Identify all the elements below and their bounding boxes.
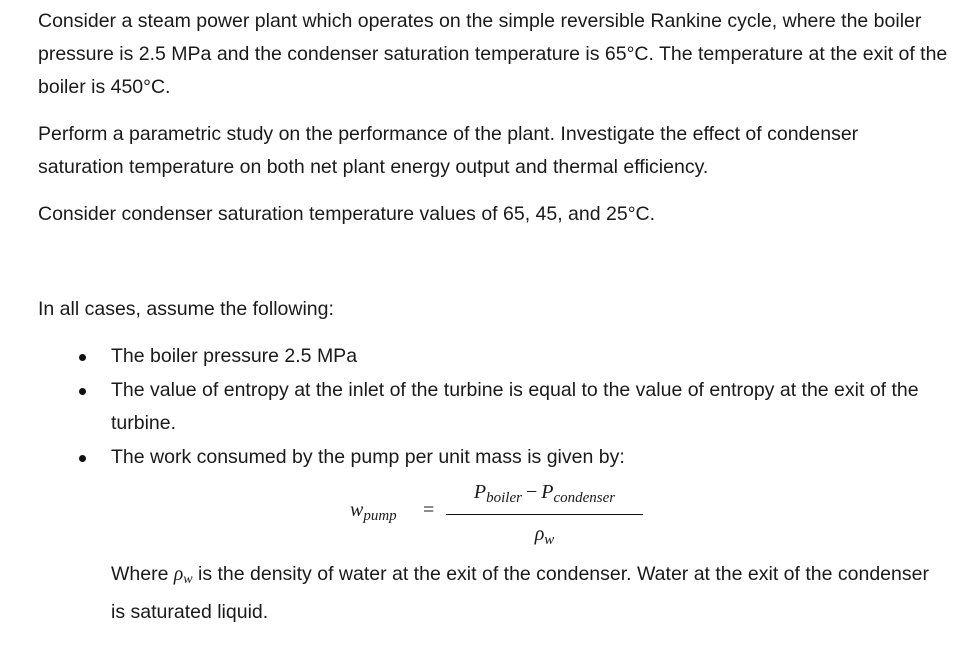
formula-fraction	[446, 478, 643, 555]
formula-denominator: $\rho_w$	[534, 523, 555, 548]
list-item-text: The work consumed by the pump per unit mass is given by:	[111, 446, 625, 468]
density-note: Where $\rho_w$ is the density of water at the exit of the condenser. Water at the exit of the condenser is saturated liquid.	[111, 563, 929, 623]
assumptions-heading: In all cases, assume the following:	[38, 298, 334, 320]
bullet-icon	[79, 388, 86, 395]
formula-numerator: $P_{boiler} - P_{condenser}$	[446, 478, 643, 515]
pump-work-formula	[38, 478, 948, 556]
list-item	[38, 441, 948, 474]
bullet-icon	[79, 354, 86, 361]
formula-lhs: $w_{pump}$	[350, 499, 397, 524]
list-item	[38, 374, 948, 440]
bullet-icon	[79, 455, 86, 462]
list-item-text: The boiler pressure 2.5 MPa	[111, 345, 358, 367]
intro-paragraph: Consider a steam power plant which operates on the simple reversible Rankine cycle, where the boiler pressure is 2.5 MPa and the condenser saturation temperature is 65°C. The temperature at the exit of the boiler is 450°C.	[38, 10, 948, 98]
temperature-values-paragraph: Consider condenser saturation temperature values of 65, 45, and 25°C.	[38, 203, 656, 225]
document-page	[38, 5, 948, 629]
list-item	[38, 340, 948, 373]
assumptions-list	[38, 340, 948, 474]
list-item-text: The value of entropy at the inlet of the turbine is equal to the value of entropy at the exit of the turbine.	[111, 379, 919, 434]
task-paragraph: Perform a parametric study on the performance of the plant. Investigate the effect of condenser saturation temperature on both net plant energy output and thermal efficiency.	[38, 123, 859, 178]
formula-equals: =	[423, 499, 435, 521]
